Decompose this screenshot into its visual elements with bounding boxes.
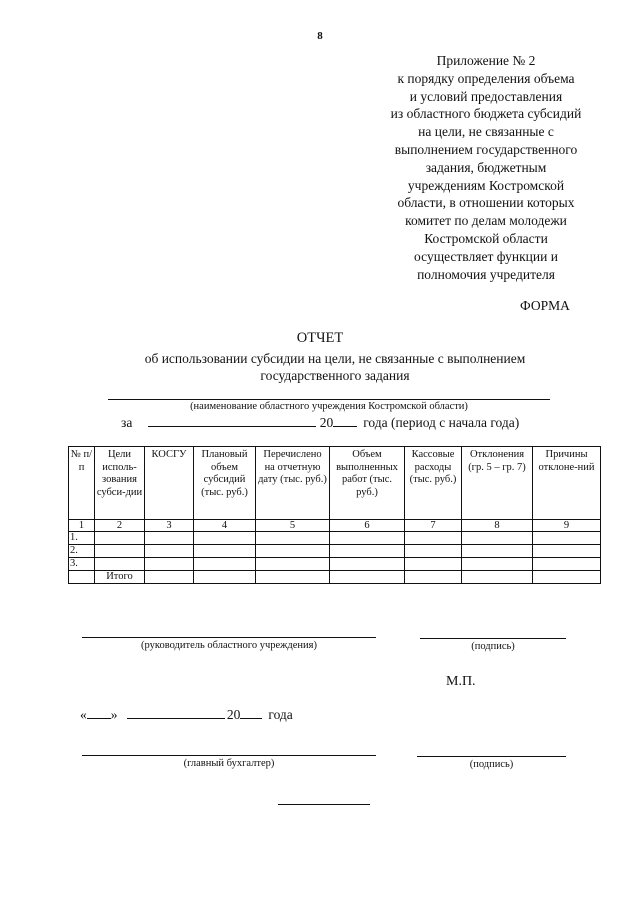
column-number: 2 — [95, 520, 145, 532]
table-cell[interactable] — [330, 558, 405, 571]
table-cell[interactable] — [194, 558, 256, 571]
appendix-line: к порядку определения объема — [397, 70, 575, 86]
table-cell[interactable] — [330, 571, 405, 584]
accountant-name-line[interactable] — [82, 755, 376, 756]
period-blank[interactable] — [148, 414, 316, 427]
head-name-line[interactable] — [82, 637, 376, 638]
column-number-row — [69, 520, 601, 532]
column-number: 3 — [145, 520, 194, 532]
appendix-line: выполнением государственного — [394, 141, 578, 157]
head-signature-caption: (подпись) — [471, 641, 515, 652]
table-cell[interactable] — [256, 545, 330, 558]
table-cell[interactable] — [533, 558, 601, 571]
institution-caption: (наименование областного учреждения Костромской области) — [190, 401, 468, 412]
appendix-line: комитет по делам молодежи — [405, 213, 567, 229]
header-planned-amount: Плановый объем субсидий (тыс. руб.) — [194, 447, 256, 520]
table-row — [69, 532, 601, 545]
report-subtitle-line-1: об использовании субсидии на цели, не связанные с выполнением — [144, 351, 526, 366]
column-number: 6 — [330, 520, 405, 532]
table-cell[interactable] — [194, 532, 256, 545]
stamp-label: М.П. — [446, 674, 476, 689]
table-cell[interactable] — [462, 571, 533, 584]
table-cell[interactable] — [194, 545, 256, 558]
table-cell[interactable] — [405, 558, 462, 571]
accountant-caption: (главный бухгалтер) — [183, 758, 275, 769]
appendix-line: и условий предоставления — [409, 88, 563, 104]
date-row — [80, 706, 293, 723]
row-number: 3. — [69, 558, 95, 571]
column-number: 1 — [69, 520, 95, 532]
head-signature-line[interactable] — [420, 638, 566, 639]
appendix-line: Костромской области — [424, 230, 548, 246]
table-cell[interactable] — [405, 571, 462, 584]
column-number: 7 — [405, 520, 462, 532]
table-cell[interactable] — [145, 558, 194, 571]
table-row — [69, 545, 601, 558]
header-work-volume: Объем выполненных работ (тыс. руб.) — [330, 447, 405, 520]
appendix-line: Приложение № 2 — [436, 53, 536, 68]
header-purpose: Цели исполь-зования субси-дии — [95, 447, 145, 520]
date-open-quote: « — [80, 707, 87, 722]
institution-name-line[interactable] — [108, 399, 550, 400]
closing-divider — [278, 804, 370, 805]
table-cell[interactable] — [462, 545, 533, 558]
period-prefix: за — [121, 415, 133, 430]
table-cell[interactable] — [330, 545, 405, 558]
accountant-signature-line[interactable] — [417, 756, 566, 757]
appendix-line: учреждениям Костромской — [407, 177, 565, 193]
row-number: 1. — [69, 532, 95, 545]
table-cell[interactable] — [95, 532, 145, 545]
report-subtitle — [110, 350, 560, 384]
column-number: 5 — [256, 520, 330, 532]
period-suffix: года (период с начала года) — [363, 415, 520, 430]
header-row-number: № п/п — [69, 447, 95, 520]
appendix-line: осуществляет функции и — [414, 248, 558, 264]
date-month-blank[interactable] — [127, 706, 225, 719]
table-cell[interactable] — [256, 558, 330, 571]
appendix-line: из областного бюджета субсидий — [390, 106, 582, 122]
head-caption: (руководитель областного учреждения) — [141, 640, 317, 651]
table-cell[interactable] — [256, 532, 330, 545]
header-kosgu: КОСГУ — [145, 447, 194, 520]
accountant-signature-caption: (подпись) — [469, 759, 514, 770]
date-year-blank[interactable] — [240, 706, 262, 719]
table-cell[interactable] — [533, 545, 601, 558]
table-cell[interactable] — [256, 571, 330, 584]
table-cell[interactable] — [405, 532, 462, 545]
total-label: Итого — [95, 571, 145, 584]
period-year-blank[interactable] — [333, 414, 357, 427]
table-cell[interactable] — [145, 545, 194, 558]
date-year-20: 20 — [226, 707, 241, 722]
header-deviations: Отклонения (гр. 5 – гр. 7) — [462, 447, 533, 520]
table-cell[interactable] — [145, 571, 194, 584]
table-cell[interactable] — [462, 558, 533, 571]
table-cell[interactable] — [194, 571, 256, 584]
column-number: 9 — [533, 520, 601, 532]
date-year-label: года — [268, 707, 293, 722]
table-cell[interactable] — [95, 558, 145, 571]
period-year-20: 20 — [319, 415, 334, 430]
report-title: ОТЧЕТ — [296, 330, 344, 346]
table-cell[interactable] — [462, 532, 533, 545]
period-row — [121, 414, 519, 431]
form-label: ФОРМА — [520, 298, 570, 313]
page-number: 8 — [317, 30, 323, 42]
date-day-blank[interactable] — [87, 706, 111, 719]
table-cell[interactable] — [330, 532, 405, 545]
appendix-line: области, в отношении которых — [397, 195, 575, 211]
table-cell[interactable] — [95, 545, 145, 558]
report-subtitle-line-2: государственного задания — [260, 368, 410, 383]
header-deviation-reasons: Причины отклоне-ний — [533, 447, 601, 520]
table-cell[interactable] — [533, 532, 601, 545]
table-cell[interactable] — [405, 545, 462, 558]
table-cell[interactable] — [69, 571, 95, 584]
total-row — [69, 571, 601, 584]
column-number: 4 — [194, 520, 256, 532]
header-cash-expenses: Кассовые расходы (тыс. руб.) — [405, 447, 462, 520]
table-cell[interactable] — [145, 532, 194, 545]
header-transferred: Перечислено на отчетную дату (тыс. руб.) — [256, 447, 330, 520]
column-number: 8 — [462, 520, 533, 532]
report-table — [68, 446, 601, 584]
table-cell[interactable] — [533, 571, 601, 584]
appendix-heading — [370, 52, 602, 283]
row-number: 2. — [69, 545, 95, 558]
appendix-line: полномочия учредителя — [417, 266, 555, 282]
appendix-line: на цели, не связанные с — [418, 124, 554, 140]
date-close-quote: » — [110, 707, 118, 722]
table-row — [69, 558, 601, 571]
appendix-line: задания, бюджетным — [425, 159, 547, 175]
